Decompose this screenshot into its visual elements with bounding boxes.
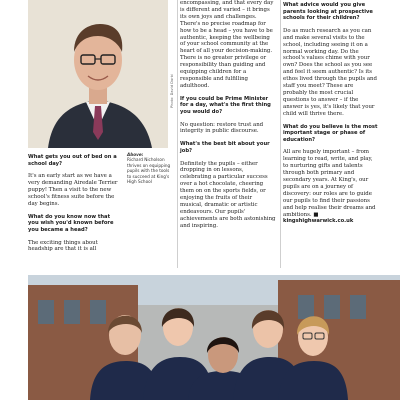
caption-title: Above: [127, 152, 144, 157]
answer-important-stage-text: All are hugely important – from learning to read, write, and play, to nurturing gifts and talents through both primary and secondary years. At King's, our pupils are on a journey of discovery: our roles are to guide our pupils to find their passions and help realise their dreams and ambitions. [283, 149, 376, 218]
question-best-bit: What's the best bit about your job? [180, 141, 270, 154]
answer-wish-known-cont: encompassing, and that every day is different and varied – it brings its own joys and challenges. There's no precise roadmap for how to be a head – you have to be authentic, keeping the wellbeing of your school community at the heart of all your decision-making. There is no greater privilege or responsibility than guiding and equipping children for a responsible and fulfilling adulthood. [180, 0, 274, 89]
question-advice: What advice would you give parents looking at prospective schools for their children? [283, 2, 373, 22]
answer-best-bit: Definitely the pupils – either dropping in on lessons, celebrating a particular success over a hot chocolate, cheering them on on the sports fields, or enjoying the fruits of their musical, dramatic or artistic endeavours. Our pupils' achievements are both astonishing and inspiring. [180, 160, 276, 229]
column-divider [280, 0, 281, 268]
answer-wake-up: It's an early start as we have a very demanding Airedale Terrier puppy! Then a visit to the new school's fitness suite before the day begins. [28, 173, 118, 207]
column-2 [180, 0, 276, 236]
question-wish-known: What do you know now that you wish you'd known before you became a head? [28, 213, 114, 233]
portrait-illustration [28, 0, 168, 148]
pupils-illustration [28, 275, 400, 400]
caption-text: Richard Nicholson thrives on equipping pupils with the tools to succeed at King's High School [127, 157, 171, 185]
answer-wish-known-start: The exciting things about headship are that it is all [28, 239, 98, 253]
answer-advice: Do as much research as you can and make several visits to the school, including seeing it on a normal working day. Do the school's values chime with your own? Does the school as you see and feel it seem authentic? Is its ethos lived through the pupils and staff you meet? These are probably the most crucial questions to answer – if the answer is yes, it's likely that your child will thrive there. [283, 27, 377, 117]
school-website-link[interactable]: kingshighwarwick.co.uk [283, 218, 354, 225]
headteacher-portrait [28, 0, 168, 148]
question-important-stage: What do you believe is the most important stage or phase of education? [283, 123, 378, 143]
pupils-photo [28, 275, 400, 400]
column-1 [28, 152, 120, 259]
question-prime-minister: If you could be Prime Minister for a day, what's the first thing you would do? [180, 95, 271, 115]
photo-caption [127, 152, 171, 184]
answer-important-stage [283, 149, 379, 225]
answer-prime-minister: No question: restore trust and integrity in public discourse. [180, 121, 264, 135]
column-divider [177, 0, 178, 268]
column-3 [283, 0, 379, 231]
end-mark: ■ [313, 211, 319, 218]
question-wake-up: What gets you out of bed on a school day? [28, 154, 117, 167]
photo-credit: Photo: David Darbi [170, 74, 174, 108]
